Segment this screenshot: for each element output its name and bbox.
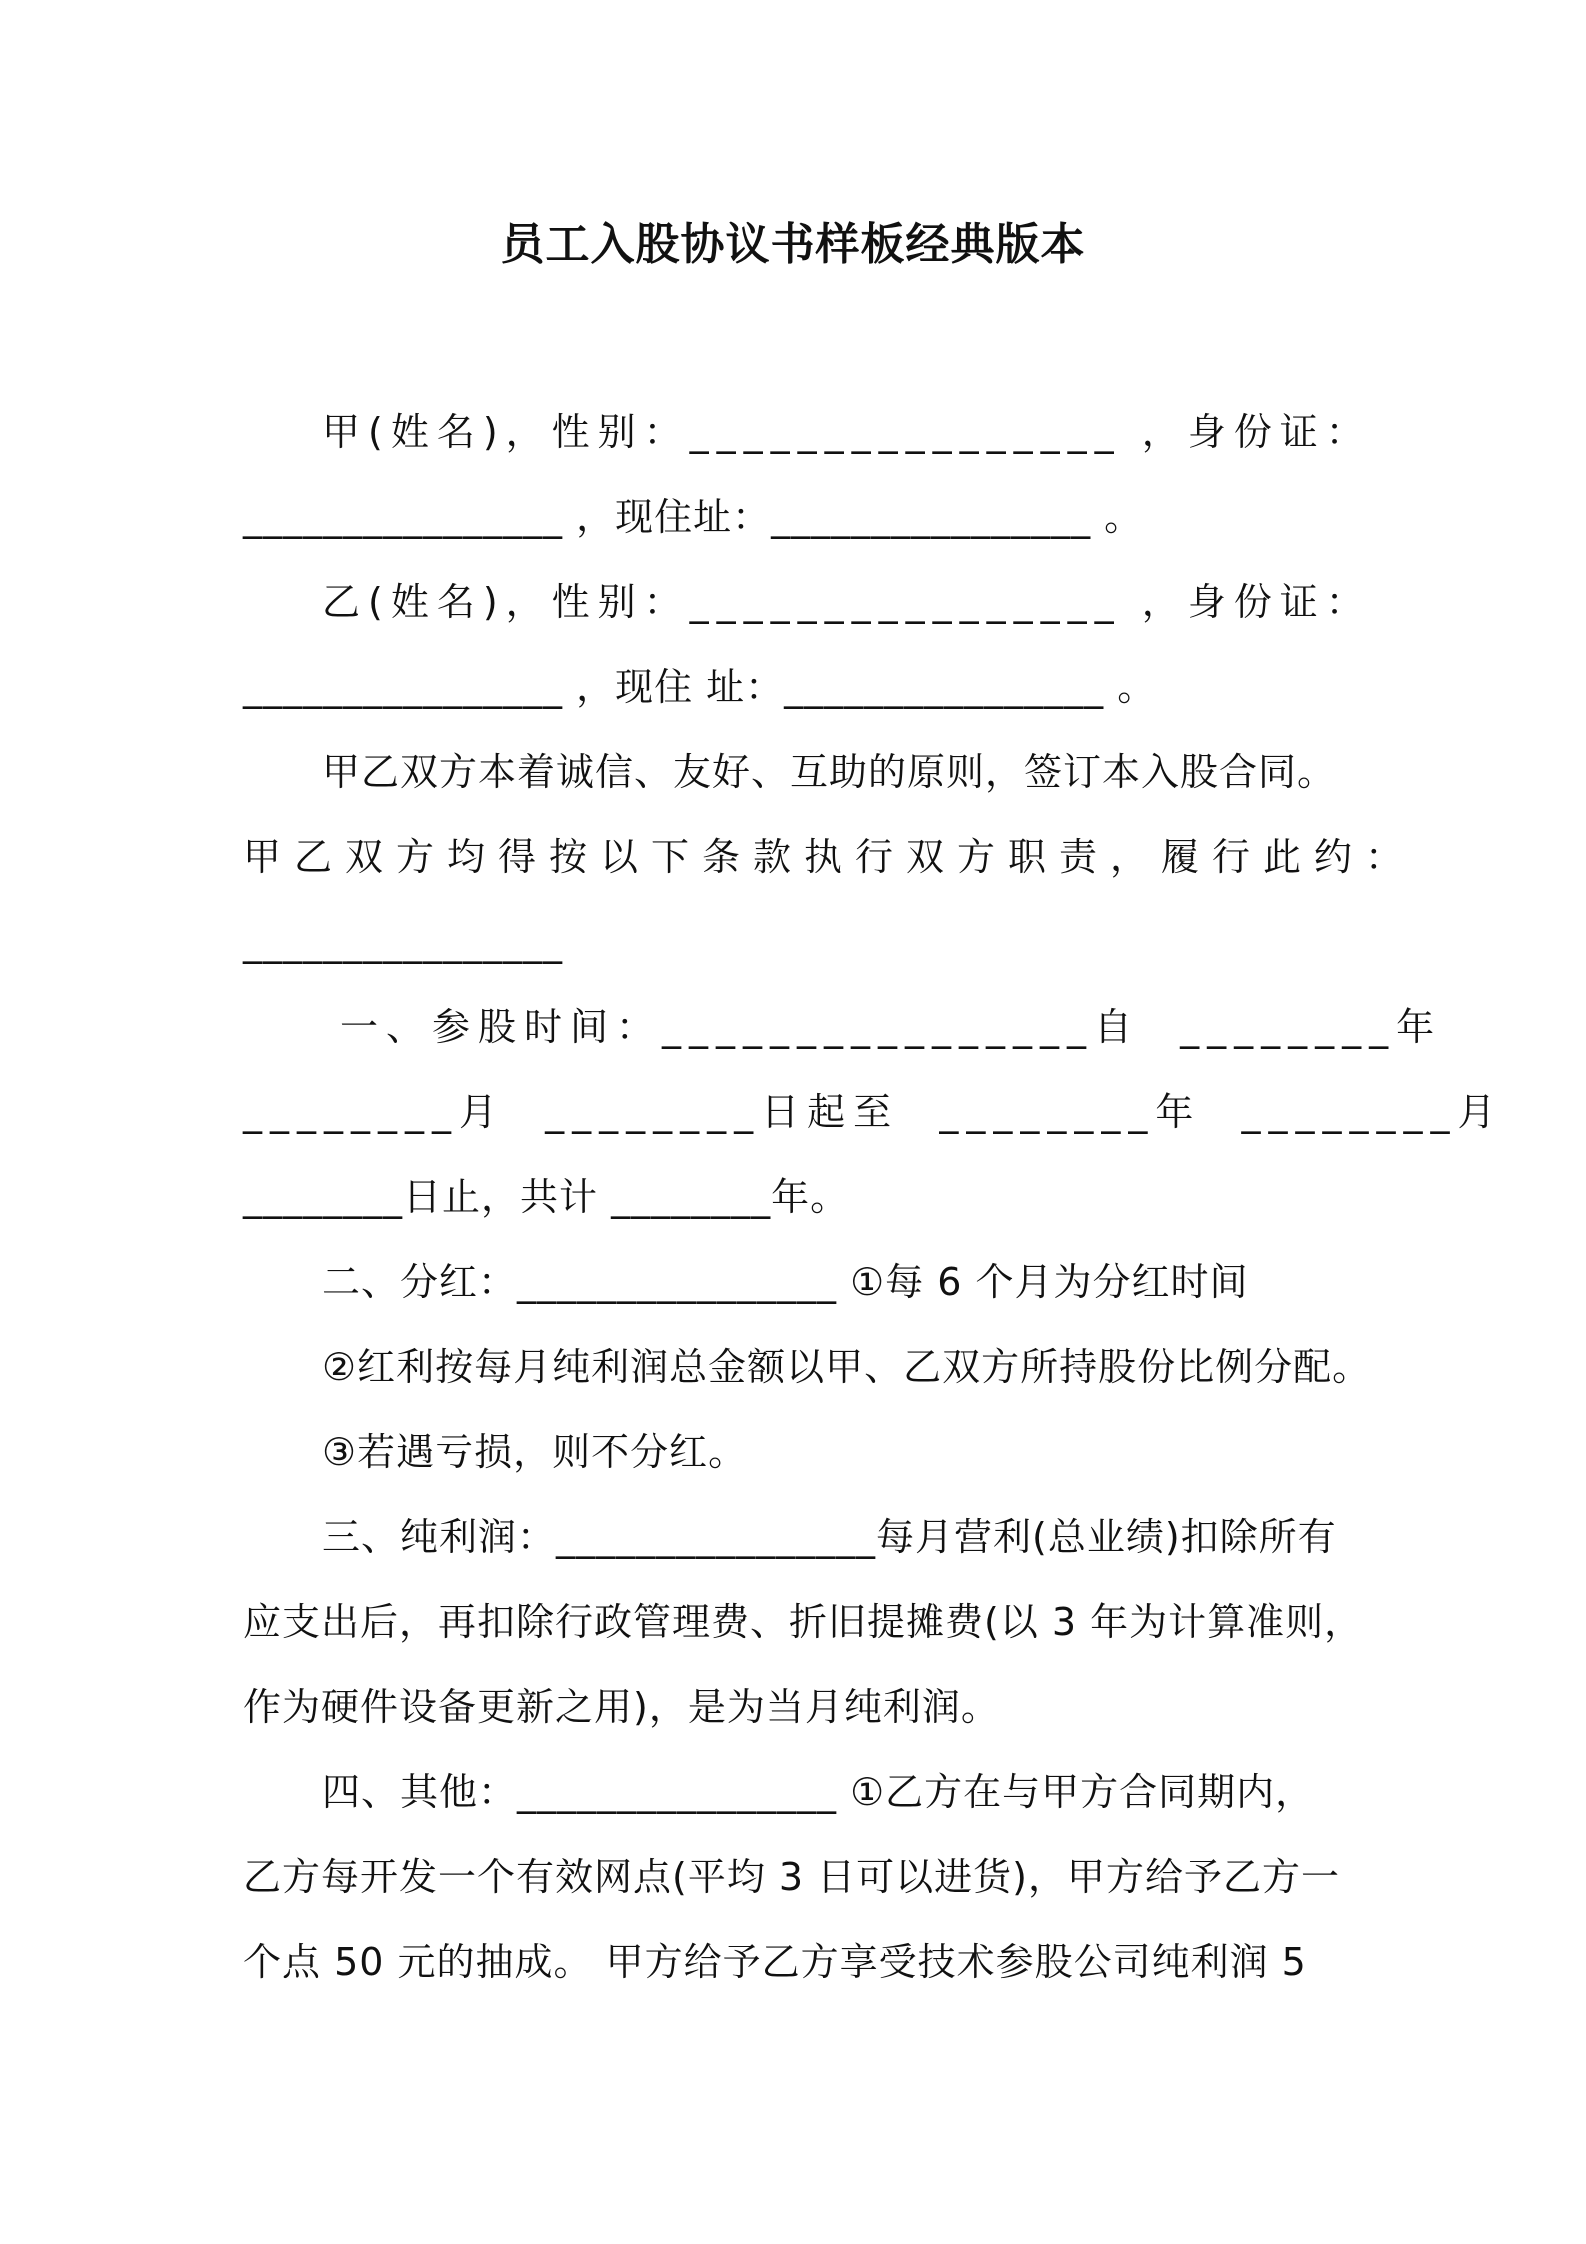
clause-4-line-1: 四、其他：________________ ①乙方在与甲方合同期内， — [322, 1770, 1315, 1814]
party-b-line-1: 乙(姓名)，性别：________________ ，身份证： — [322, 580, 1372, 624]
clause-3-line-2: 应支出后，再扣除行政管理费、折旧提摊费(以 3 年为计算准则， — [243, 1600, 1364, 1644]
clause-1-line-1: 一、参股时间：________________自 ________年 — [340, 1005, 1443, 1049]
intro-paragraph-line-1: 甲乙双方本着诚信、友好、互助的原则，签订本入股合同。 — [322, 750, 1337, 794]
clause-2-line-3: ③若遇亏损，则不分红。 — [322, 1430, 748, 1474]
clause-2-line-1: 二、分红：________________ ①每 6 个月为分红时间 — [322, 1260, 1249, 1304]
clause-3-line-3: 作为硬件设备更新之用)，是为当月纯利润。 — [243, 1685, 1000, 1729]
clause-1-line-3: ________日止，共计 ________年。 — [243, 1175, 850, 1219]
party-a-line-2: ________________ ，现住址：________________ 。 — [243, 495, 1144, 539]
clause-1-line-2: ________月 ________日起至 ________年 ________月 — [243, 1090, 1504, 1134]
party-b-line-2: ________________ ，现住 址：________________ 。 — [243, 665, 1157, 709]
document-title: 员工入股协议书样板经典版本 — [500, 219, 1086, 270]
clause-4-line-2: 乙方每开发一个有效网点(平均 3 日可以进货)，甲方给予乙方一 — [243, 1855, 1340, 1899]
party-a-line-1: 甲(姓名)，性别：________________ ，身份证： — [322, 410, 1372, 454]
clause-4-line-3: 个点 50 元的抽成。 甲方给予乙方享受技术参股公司纯利润 5 — [243, 1940, 1307, 1984]
intro-blank-line: ________________ — [243, 920, 563, 964]
clause-2-line-2: ②红利按每月纯利润总金额以甲、乙双方所持股份比例分配。 — [322, 1345, 1372, 1389]
clause-3-line-1: 三、纯利润：________________每月营利(总业绩)扣除所有 — [322, 1515, 1337, 1559]
intro-paragraph-line-2: 甲乙双方均得按以下条款执行双方职责，履行此约： — [243, 835, 1417, 879]
